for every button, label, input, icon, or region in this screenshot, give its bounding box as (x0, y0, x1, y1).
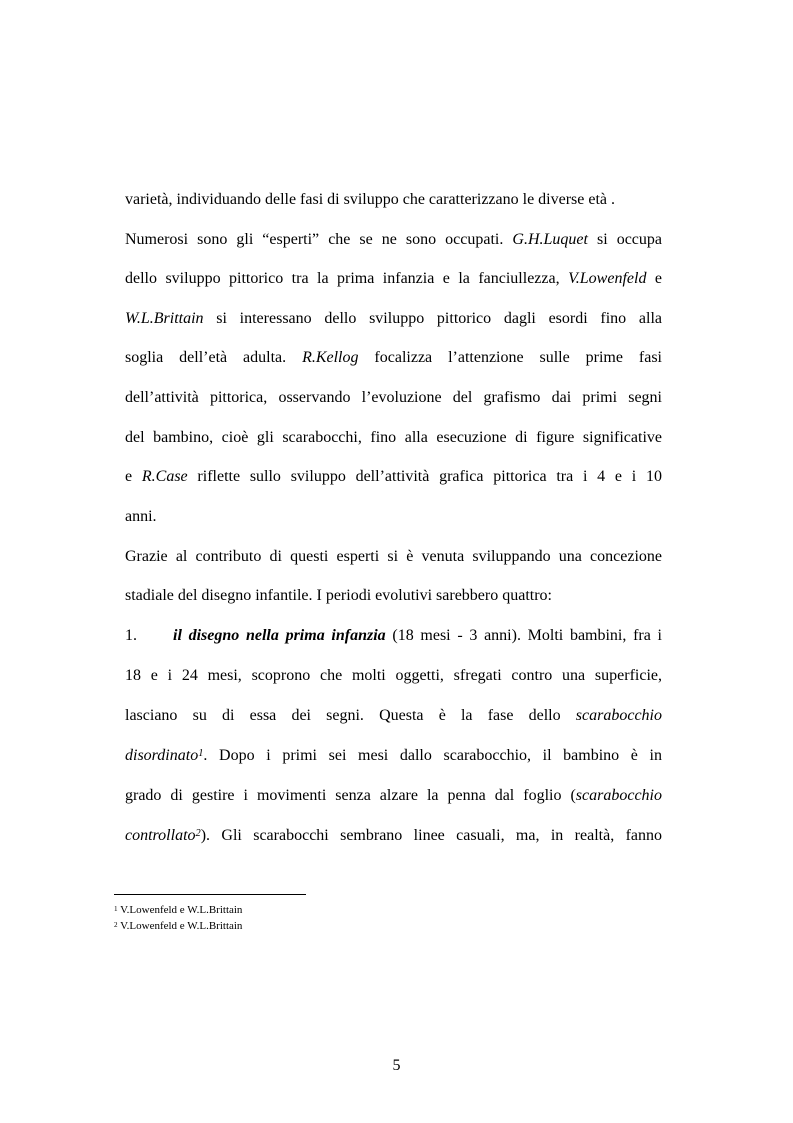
text-line (125, 188, 662, 212)
text-line (125, 386, 662, 410)
author-name: R.Case (141, 468, 188, 485)
text-line (125, 824, 662, 848)
text: riflette sullo sviluppo dell’attività grafica pittorica tra i 4 e i 10 (187, 468, 662, 485)
text: stadiale del disegno infantile. I periodi evolutivi sarebbero quattro: (125, 587, 552, 604)
term: scarabocchio (575, 707, 662, 724)
text: dell’attività pittorica, osservando l’evoluzione del grafismo dai primi segni (125, 389, 662, 406)
text: soglia dell’età adulta. (125, 349, 303, 366)
text-line (125, 505, 662, 529)
text-line (125, 228, 662, 252)
text-line (125, 346, 662, 370)
footnote-text: V.Lowenfeld e W.L.Brittain (117, 920, 243, 932)
text: . Dopo i primi sei mesi dallo scarabocchio, il bambino è in (203, 747, 662, 764)
text: si occupa (587, 231, 663, 248)
text-line (125, 664, 662, 688)
text: grado di gestire i movimenti senza alzare la penna dal foglio ( (125, 787, 576, 804)
list-number: 1. (125, 627, 137, 644)
text: e (646, 270, 662, 287)
term: scarabocchio (575, 787, 662, 804)
footnote (114, 903, 242, 917)
footnote-text: V.Lowenfeld e W.L.Brittain (117, 904, 243, 916)
text: dello sviluppo pittorico tra la prima infanzia e la fanciullezza, (125, 270, 569, 287)
text: (18 mesi - 3 anni). Molti bambini, fra i (385, 627, 663, 644)
text: lasciano su di essa dei segni. Questa è la fase dello (125, 707, 576, 724)
footnote-ref[interactable]: 1 (198, 748, 204, 760)
text: anni. (125, 508, 157, 525)
footnote-divider (114, 894, 306, 895)
footnote-ref[interactable]: 2 (195, 828, 201, 840)
text: ). Gli scarabocchi sembrano linee casuali, ma, in realtà, fanno (200, 827, 662, 844)
text-line (125, 267, 662, 291)
text-line (125, 704, 662, 728)
text: focalizza l’attenzione sulle prime fasi (358, 349, 663, 366)
author-name: V.Lowenfeld (568, 270, 647, 287)
stage-title: il disegno nella prima infanzia (173, 627, 386, 644)
term: disordinato (125, 747, 199, 764)
text: si interessano dello sviluppo pittorico dagli esordi fino alla (203, 310, 662, 327)
author-name: W.L.Brittain (125, 310, 204, 327)
text-line (125, 307, 662, 331)
footnote-number: 2 (114, 920, 118, 929)
text-line (125, 465, 662, 489)
text: 18 e i 24 mesi, scoprono che molti oggetti, sfregati contro una superficie, (125, 667, 662, 684)
footnote-number: 1 (114, 904, 118, 913)
text-line (125, 584, 662, 608)
text-line (125, 545, 662, 569)
list-item (125, 624, 662, 648)
author-name: G.H.Luquet (512, 231, 588, 248)
text: Grazie al contributo di questi esperti si è venuta sviluppando una concezione (125, 548, 662, 565)
text: del bambino, cioè gli scarabocchi, fino alla esecuzione di figure significative (125, 429, 662, 446)
page-number: 5 (392, 1057, 401, 1074)
text: e (125, 468, 142, 485)
text-line (125, 744, 662, 768)
footnote (114, 919, 242, 933)
text: Numerosi sono gli “esperti” che se ne sono occupati. (125, 231, 513, 248)
text-line (125, 784, 662, 808)
text: varietà, individuando delle fasi di sviluppo che caratterizzano le diverse età . (125, 191, 616, 208)
term: controllato (125, 827, 196, 844)
author-name: R.Kellog (302, 349, 359, 366)
text-line (125, 426, 662, 450)
